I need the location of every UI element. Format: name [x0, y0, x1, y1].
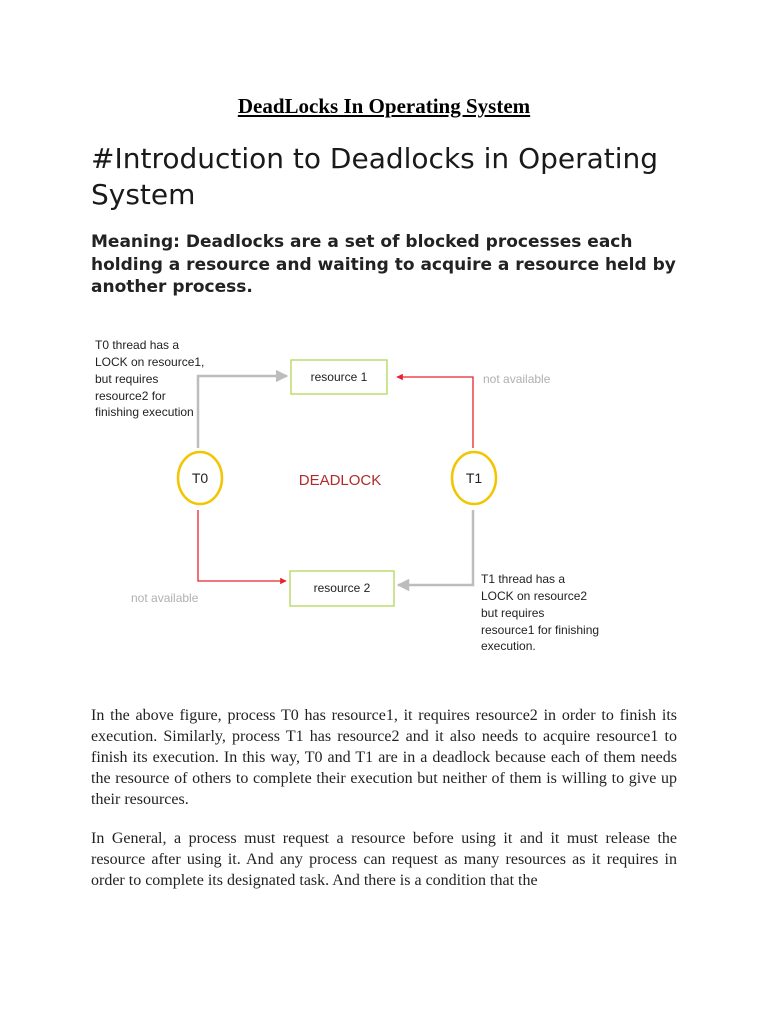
paragraph-general: In General, a process must request a resource before using it and it must release the resource after using it. And any process can request as many resources as it requires in order to complete its designated task. And there is a condition that the — [91, 830, 677, 889]
t1-note-line: resource1 for finishing — [481, 623, 600, 637]
t0-note-line: T0 thread has a — [95, 338, 180, 352]
deadlock-label: DEADLOCK — [298, 472, 382, 489]
t0-note-line: LOCK on resource1, — [95, 355, 205, 369]
t1-label: T1 — [465, 470, 483, 486]
t1-holds-resource2-arrow — [398, 510, 473, 585]
t0-requests-resource2-arrow — [198, 510, 286, 581]
t0-note — [95, 338, 204, 419]
t1-note-line: LOCK on resource2 — [481, 589, 588, 603]
t0-note-line: resource2 for — [95, 389, 166, 403]
resource2-label: resource 2 — [313, 581, 371, 595]
t1-note — [481, 572, 599, 653]
not-available-left-label: not available — [131, 591, 199, 605]
t0-holds-resource1-arrow — [198, 376, 287, 448]
paragraph-figure-explanation: In the above figure, process T0 has resource1, it requires resource2 in order to finish its execution. Similarly, process T1 has resource2 and it also needs to acquire resource1 to finish its execution. In this way, T0 and T1 are in a deadlock because each of them needs the resource of others to complete their execution but neither of them is willing to give up their resources. — [91, 707, 677, 808]
t1-note-line: T1 thread has a — [481, 572, 566, 586]
t1-note-line: execution. — [481, 639, 536, 653]
t0-note-line: but requires — [95, 372, 159, 386]
deadlock-diagram — [80, 330, 640, 665]
resource1-label: resource 1 — [310, 370, 368, 384]
page-title: DeadLocks In Operating System — [237, 94, 531, 118]
t1-requests-resource1-arrow — [397, 377, 473, 448]
intro-heading: #Introduction to Deadlocks in Operating System — [91, 142, 659, 211]
meaning-statement: Meaning: Deadlocks are a set of blocked processes each holding a resource and waiting to acquire a resource held by another process. — [91, 232, 676, 297]
t0-note-line: finishing execution — [95, 405, 194, 419]
not-available-right-label: not available — [483, 372, 551, 386]
t1-note-line: but requires — [481, 606, 545, 620]
t0-label: T0 — [191, 470, 209, 486]
